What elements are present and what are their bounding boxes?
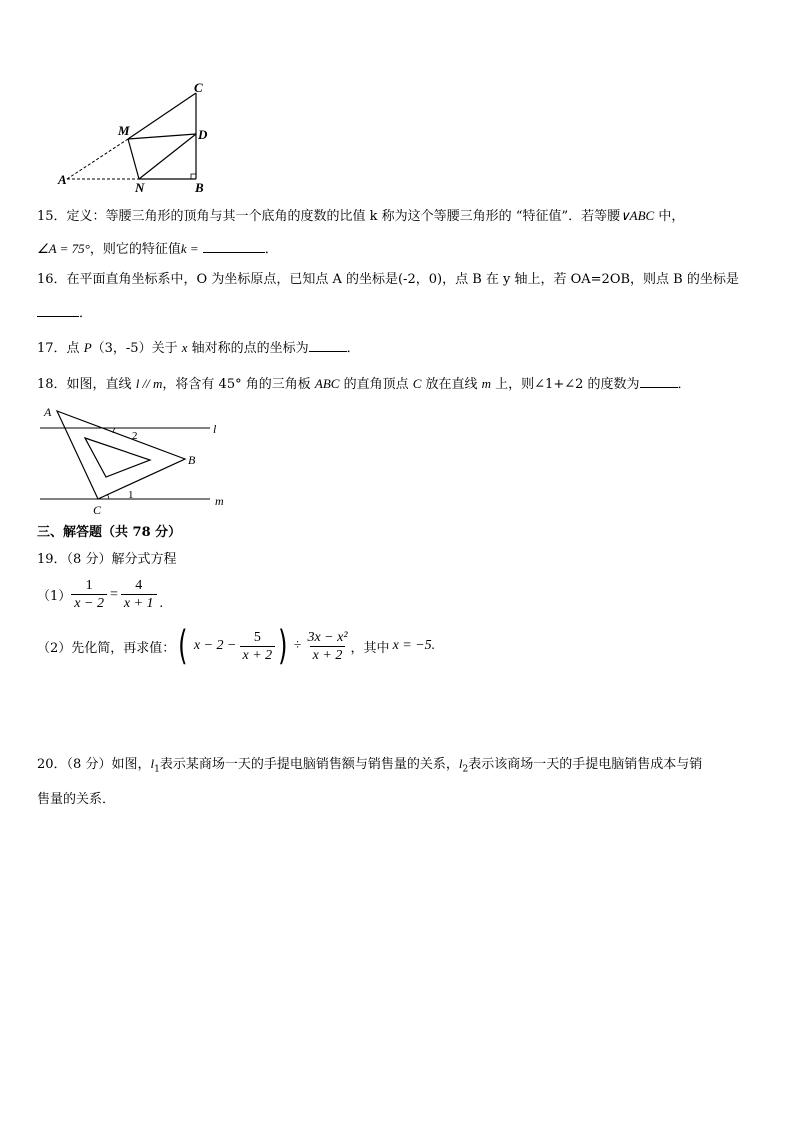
set-square-outer xyxy=(57,411,185,499)
right-angle-mark xyxy=(191,174,196,179)
q19-p2-label: （2）先化简，再求值： xyxy=(37,640,176,656)
q17-p: P xyxy=(83,340,92,355)
q15-end: ． xyxy=(264,242,278,257)
q20-l1: l xyxy=(150,756,155,771)
q18-m: m xyxy=(481,376,492,391)
q17-end: ． xyxy=(346,341,360,356)
q20-line1 xyxy=(37,756,702,778)
q19-p2-num2: 3x − x² xyxy=(307,629,348,645)
q19-p1-num1: 1 xyxy=(85,578,93,593)
segment-mn xyxy=(128,139,139,179)
label-1: 1 xyxy=(128,489,134,501)
q19-p1-den1: x − 2 xyxy=(71,594,107,612)
q20-l2: l xyxy=(458,756,463,771)
label-n: N xyxy=(135,180,145,195)
q19-p2-den1: x + 2 xyxy=(240,646,276,664)
section-heading: 三、解答题（共 78 分） xyxy=(37,525,182,540)
q19-p1-frac2 xyxy=(121,577,157,612)
q19-p2-val: x = −5. xyxy=(392,638,436,653)
q20-text-a: 20．（8 分）如图， xyxy=(37,757,151,772)
q20-text-c: 表示该商场一天的手提电脑销售成本与销 xyxy=(468,757,703,772)
label-b2: B xyxy=(188,453,196,467)
label-b: B xyxy=(195,180,204,195)
label-l: l xyxy=(213,422,217,436)
label-m2: m xyxy=(215,494,224,508)
figure-set-square xyxy=(35,402,235,517)
q20-text-b: 表示某商场一天的手提电脑销售额与销售量的关系， xyxy=(159,757,459,772)
q19-p2-num1: 5 xyxy=(253,629,261,645)
q15-text-c: ，则它的特征值 xyxy=(89,242,181,257)
q18-c: C xyxy=(412,376,422,391)
q16-end: ． xyxy=(79,306,93,321)
q19-p2-lead: x − 2 − xyxy=(193,638,237,653)
label-a: A xyxy=(58,172,67,187)
segment-nd xyxy=(139,134,196,179)
q18-lm: l // m xyxy=(135,376,163,391)
label-c2: C xyxy=(93,503,102,517)
q19-p1-label: （1） xyxy=(37,589,72,604)
q19-p2-den2: x + 2 xyxy=(310,646,346,664)
q18-text-c: 的直角顶点 xyxy=(339,377,413,392)
q19-part1 xyxy=(37,577,166,612)
q15-answer-blank[interactable] xyxy=(203,240,265,253)
q20-line2: 售量的关系． xyxy=(37,792,116,807)
label-2: 2 xyxy=(132,430,138,442)
q15-text-b: 中， xyxy=(654,209,685,224)
q16-answer-blank[interactable] xyxy=(37,304,79,317)
q15-text-a: 15．定义：等腰三角形的顶角与其一个底角的度数的比值 k 称为这个等腰三角形的 “特征值”．若等腰 xyxy=(37,209,621,224)
segment-ac-dashed xyxy=(67,139,128,179)
left-paren: ( xyxy=(178,623,188,669)
q18-text-b: ，将含有 45° 角的三角板 xyxy=(162,377,315,392)
q20-l1-sub: 1 xyxy=(154,764,160,775)
q19-p1-end: . xyxy=(159,596,164,611)
right-paren: ) xyxy=(278,623,288,669)
q19-title: 19．（8 分）解分式方程 xyxy=(37,552,177,567)
q17-text-a: 17．点 xyxy=(37,341,84,356)
label-d: D xyxy=(198,127,208,142)
q19-p2-frac1 xyxy=(240,629,276,664)
q19-p2-frac2 xyxy=(304,629,350,664)
q16-text: 16．在平面直角坐标系中，O 为坐标原点，已知点 A 的坐标是(-2，0)，点 B 在 y 轴上，若 OA=2OB，则点 B 的坐标是 xyxy=(37,272,739,287)
label-a2: A xyxy=(44,405,52,419)
q17-x: x xyxy=(181,340,188,355)
q18-answer-blank[interactable] xyxy=(640,375,678,388)
q15-line2 xyxy=(37,240,278,258)
q17-text-b: （3，-5）关于 xyxy=(91,341,182,356)
label-m: M xyxy=(118,123,130,138)
q15-line1 xyxy=(37,208,684,225)
q18-text-a: 18．如图，直线 xyxy=(37,377,136,392)
q19-p1-den2: x + 1 xyxy=(121,594,157,612)
q16-line1 xyxy=(37,272,739,288)
q17-text-c: 轴对称的点的坐标为 xyxy=(187,341,309,356)
segment-mc xyxy=(128,93,196,139)
q15-triangle-symbol: ∨ABC xyxy=(620,208,655,223)
q15-k-eq: k = xyxy=(180,241,199,256)
set-square-inner xyxy=(85,438,150,477)
q17-answer-blank[interactable] xyxy=(309,339,347,352)
q18-text-d: 放在直线 xyxy=(421,377,482,392)
q18-text-e: 上，则∠1+∠2 的度数为 xyxy=(491,377,640,392)
q19-p1-eq: = xyxy=(109,586,118,602)
q19-p2-mid: ，其中 xyxy=(350,640,390,656)
segment-md xyxy=(128,134,196,139)
q18-line xyxy=(37,375,691,393)
label-c: C xyxy=(194,80,203,95)
figure-triangle-mdn xyxy=(55,78,215,196)
q19-p1-num2: 4 xyxy=(135,578,143,593)
q19-part2 xyxy=(37,623,438,669)
q18-abc: ABC xyxy=(314,376,340,391)
q18-end: ． xyxy=(677,377,691,392)
q15-angle-a: ∠A = 75° xyxy=(37,241,90,256)
q17-line xyxy=(37,339,360,357)
q19-p1-frac1 xyxy=(71,577,107,612)
q19-p2-div: ÷ xyxy=(293,638,302,653)
q20-l2-sub: 2 xyxy=(462,764,469,775)
q16-line2 xyxy=(37,304,92,322)
